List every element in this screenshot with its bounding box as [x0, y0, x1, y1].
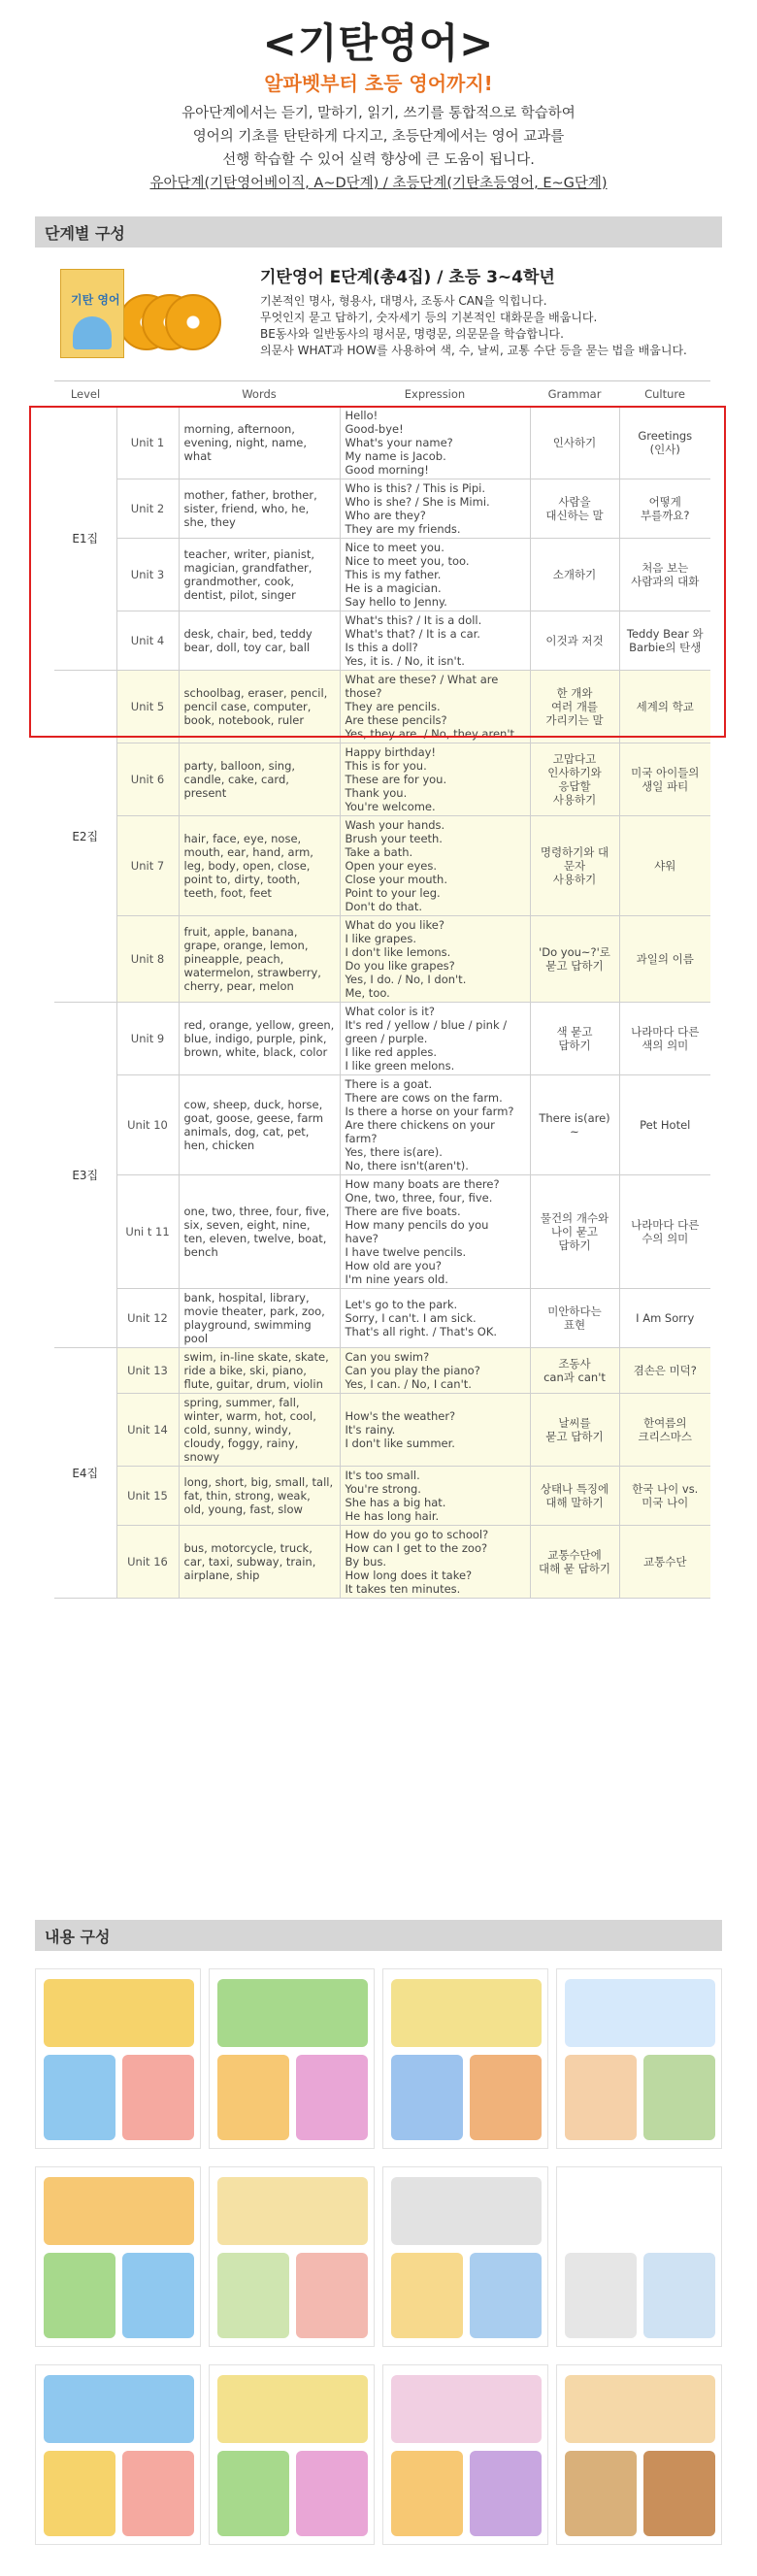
sample-page-image	[35, 2364, 201, 2545]
culture-cell: 교통수단	[619, 1526, 710, 1599]
expression-cell: How many boats are there? One, two, three, four, five. There are five boats. How many pencils do you have? I have twelve pencils. How old are you? I'm nine years old.	[340, 1175, 530, 1289]
unit-cell: Unit 10	[116, 1075, 179, 1175]
book-logo: 기탄 영어	[71, 293, 120, 307]
grammar-cell: 상태나 특징에 대해 말하기	[530, 1467, 619, 1526]
content-section	[35, 1920, 722, 2545]
header-words: Words	[179, 381, 340, 407]
intro-line: 영어의 기초를 탄탄하게 다지고, 초등단계에서는 영어 교과를	[192, 129, 565, 145]
intro-line: 선행 학습할 수 있어 실력 향상에 큰 도움이 됩니다.	[222, 152, 535, 168]
book-cover	[60, 269, 124, 358]
unit-cell: Unit 8	[116, 916, 179, 1003]
table-row	[54, 1175, 710, 1289]
words-cell: teacher, writer, pianist, magician, grandfather, grandmother, cook, dentist, pilot, singer	[179, 539, 340, 611]
culture-cell: Teddy Bear 와 Barbie의 탄생	[619, 611, 710, 671]
unit-cell: Unit 5	[116, 671, 179, 743]
expression-cell: Who is this? / This is Pipi. Who is she? / She is Mimi. Who are they? They are my friends.	[340, 479, 530, 539]
header-unit	[116, 381, 179, 407]
book-description	[260, 263, 687, 359]
words-cell: one, two, three, four, five, six, seven, eight, nine, ten, eleven, twelve, boat, bench	[179, 1175, 340, 1289]
grammar-cell: 소개하기	[530, 539, 619, 611]
unit-cell: Unit 16	[116, 1526, 179, 1599]
grammar-cell: 날씨를 묻고 답하기	[530, 1394, 619, 1467]
expression-cell: How's the weather? It's rainy. I don't like summer.	[340, 1394, 530, 1467]
expression-cell: Let's go to the park. Sorry, I can't. I am sick. That's all right. / That's OK.	[340, 1289, 530, 1348]
expression-cell: Can you swim? Can you play the piano? Yes, I can. / No, I can't.	[340, 1348, 530, 1394]
words-cell: red, orange, yellow, green, blue, indigo, purple, pink, brown, white, black, color	[179, 1003, 340, 1075]
grammar-cell: There is(are) ~	[530, 1075, 619, 1175]
sample-page-image	[382, 2166, 548, 2347]
grammar-cell: 인사하기	[530, 407, 619, 479]
level-cell: E1집	[54, 407, 116, 671]
table-row	[54, 1075, 710, 1175]
header-expression: Expression	[340, 381, 530, 407]
grammar-cell: 고맙다고 인사하기와 응답할 사용하기	[530, 743, 619, 816]
culture-cell: 세계의 학교	[619, 671, 710, 743]
table-row	[54, 816, 710, 916]
grammar-cell: 색 묻고 답하기	[530, 1003, 619, 1075]
page-samples-grid	[35, 1968, 722, 2545]
culture-cell: I Am Sorry	[619, 1289, 710, 1348]
words-cell: cow, sheep, duck, horse, goat, goose, geese, farm animals, dog, cat, pet, hen, chicken	[179, 1075, 340, 1175]
expression-cell: How do you go to school? How can I get to the zoo? By bus. How long does it take? It takes ten minutes.	[340, 1526, 530, 1599]
table-row	[54, 1289, 710, 1348]
culture-cell: Greetings (인사)	[619, 407, 710, 479]
book-line: 기본적인 명사, 형용사, 대명사, 조동사 CAN을 익힙니다.	[260, 294, 547, 308]
intro	[0, 102, 757, 195]
expression-cell: What's this? / It is a doll. What's that? / It is a car. Is this a doll? Yes, it is. / No, it isn't.	[340, 611, 530, 671]
book-line: BE동사와 일반동사의 평서문, 명령문, 의문문을 학습합니다.	[260, 327, 564, 341]
unit-cell: Unit 6	[116, 743, 179, 816]
section-header-levels: 단계별 구성	[35, 216, 722, 248]
header-culture: Culture	[619, 381, 710, 407]
grammar-cell: 'Do you~?'로 묻고 답하기	[530, 916, 619, 1003]
book-line: 무엇인지 묻고 답하기, 숫자세기 등의 기본적인 대화문을 배웁니다.	[260, 311, 598, 324]
cd-disc-icon	[165, 294, 221, 350]
words-cell: swim, in-line skate, skate, ride a bike, ski, piano, flute, guitar, drum, violin	[179, 1348, 340, 1394]
unit-cell: Unit 1	[116, 407, 179, 479]
grammar-cell: 명령하기와 대 문자 사용하기	[530, 816, 619, 916]
unit-cell: Uni t 11	[116, 1175, 179, 1289]
sample-page-image	[382, 1968, 548, 2149]
culture-cell: 샤워	[619, 816, 710, 916]
table-header-row	[54, 381, 710, 407]
words-cell: hair, face, eye, nose, mouth, ear, hand, arm, leg, body, open, close, point to, dirty, tooth, teeth, foot, feet	[179, 816, 340, 916]
grammar-cell: 한 개와 여러 개를 가리키는 말	[530, 671, 619, 743]
grammar-cell: 교통수단에 대해 묻 답하기	[530, 1526, 619, 1599]
culture-cell: 과일의 이름	[619, 916, 710, 1003]
grammar-cell: 사람을 대신하는 말	[530, 479, 619, 539]
culture-cell: 나라마다 다른 수의 의미	[619, 1175, 710, 1289]
grammar-cell: 물건의 개수와 나이 묻고 답하기	[530, 1175, 619, 1289]
words-cell: morning, afternoon, evening, night, name, what	[179, 407, 340, 479]
book-image	[60, 269, 223, 358]
words-cell: bank, hospital, library, movie theater, park, zoo, playground, swimming pool	[179, 1289, 340, 1348]
header-grammar: Grammar	[530, 381, 619, 407]
culture-cell: Pet Hotel	[619, 1075, 710, 1175]
unit-cell: Unit 12	[116, 1289, 179, 1348]
culture-cell: 어떻게 부를까요?	[619, 479, 710, 539]
level-cell: E2집	[54, 671, 116, 1003]
grammar-cell: 미안하다는 표현	[530, 1289, 619, 1348]
words-cell: mother, father, brother, sister, friend, who, he, she, they	[179, 479, 340, 539]
sample-page-image	[35, 1968, 201, 2149]
page-title: <기탄영어>	[262, 19, 495, 67]
level-cell: E3집	[54, 1003, 116, 1348]
table-row	[54, 671, 710, 743]
culture-cell: 한여름의 크리스마스	[619, 1394, 710, 1467]
book-info	[35, 255, 722, 381]
words-cell: bus, motorcycle, truck, car, taxi, subway, train, airplane, ship	[179, 1526, 340, 1599]
culture-cell: 처음 보는 사람과의 대화	[619, 539, 710, 611]
words-cell: party, balloon, sing, candle, cake, card, present	[179, 743, 340, 816]
grammar-cell: 조동사 can과 can't	[530, 1348, 619, 1394]
unit-cell: Unit 7	[116, 816, 179, 916]
table-row	[54, 479, 710, 539]
sample-page-image	[382, 2364, 548, 2545]
book-title: 기탄영어 E단계(총4집) / 초등 3~4학년	[260, 268, 555, 287]
expression-cell: What color is it? It's red / yellow / blue / pink / green / purple. I like red apples. I like green melons.	[340, 1003, 530, 1075]
table-row	[54, 916, 710, 1003]
table-row	[54, 407, 710, 479]
unit-cell: Unit 13	[116, 1348, 179, 1394]
sample-page-image	[556, 2166, 722, 2347]
kid-illustration	[73, 316, 112, 349]
expression-cell: Happy birthday! This is for you. These are for you. Thank you. You're welcome.	[340, 743, 530, 816]
table-row	[54, 1526, 710, 1599]
sample-page-image	[209, 1968, 375, 2149]
intro-stages: 유아단계(기탄영어베이직, A~D단계) / 초등단계(기탄초등영어, E~G단계)	[149, 176, 608, 191]
unit-cell: Unit 9	[116, 1003, 179, 1075]
unit-cell: Unit 4	[116, 611, 179, 671]
table-row	[54, 611, 710, 671]
subtitle: 알파벳부터 초등 영어까지!	[264, 72, 493, 95]
sample-page-image	[209, 2364, 375, 2545]
table-row	[54, 1348, 710, 1394]
unit-cell: Unit 2	[116, 479, 179, 539]
culture-cell: 겸손은 미덕?	[619, 1348, 710, 1394]
words-cell: desk, chair, bed, teddy bear, doll, toy car, ball	[179, 611, 340, 671]
culture-cell: 나라마다 다른 색의 의미	[619, 1003, 710, 1075]
expression-cell: It's too small. You're strong. She has a big hat. He has long hair.	[340, 1467, 530, 1526]
words-cell: fruit, apple, banana, grape, orange, lemon, pineapple, peach, watermelon, strawberry, cherry, pear, melon	[179, 916, 340, 1003]
sample-page-image	[209, 2166, 375, 2347]
header-level: Level	[54, 381, 116, 407]
expression-cell: What do you like? I like grapes. I don't like lemons. Do you like grapes? Yes, I do. / No, I don't. Me, too.	[340, 916, 530, 1003]
book-line: 의문사 WHAT과 HOW를 사용하여 색, 수, 날씨, 교통 수단 등을 묻는 법을 배웁니다.	[260, 344, 687, 357]
table-row	[54, 743, 710, 816]
table-row	[54, 1003, 710, 1075]
words-cell: long, short, big, small, tall, fat, thin, strong, weak, old, young, fast, slow	[179, 1467, 340, 1526]
unit-cell: Unit 3	[116, 539, 179, 611]
sample-page-image	[35, 2166, 201, 2347]
table-row	[54, 1394, 710, 1467]
unit-cell: Unit 15	[116, 1467, 179, 1526]
level-table	[54, 380, 710, 1599]
table-row	[54, 539, 710, 611]
sample-page-image	[556, 2364, 722, 2545]
culture-cell: 한국 나이 vs. 미국 나이	[619, 1467, 710, 1526]
unit-cell: Unit 14	[116, 1394, 179, 1467]
words-cell: spring, summer, fall, winter, warm, hot, cool, cold, sunny, windy, cloudy, foggy, rainy, snowy	[179, 1394, 340, 1467]
culture-cell: 미국 아이들의 생일 파티	[619, 743, 710, 816]
expression-cell: What are these? / What are those? They are pencils. Are these pencils? Yes, they are. / No, they aren't.	[340, 671, 530, 743]
intro-line: 유아단계에서는 듣기, 말하기, 읽기, 쓰기를 통합적으로 학습하여	[181, 106, 576, 121]
expression-cell: Hello! Good-bye! What's your name? My name is Jacob. Good morning!	[340, 407, 530, 479]
expression-cell: There is a goat. There are cows on the farm. Is there a horse on your farm? Are there chickens on your farm? Yes, there is(are). No, there isn't(aren't).	[340, 1075, 530, 1175]
expression-cell: Nice to meet you. Nice to meet you, too. This is my father. He is a magician. Say hello to Jenny.	[340, 539, 530, 611]
expression-cell: Wash your hands. Brush your teeth. Take a bath. Open your eyes. Close your mouth. Point to your leg. Don't do that.	[340, 816, 530, 916]
table-row	[54, 1467, 710, 1526]
section-header-content: 내용 구성	[35, 1920, 722, 1951]
level-cell: E4집	[54, 1348, 116, 1599]
grammar-cell: 이것과 저것	[530, 611, 619, 671]
words-cell: schoolbag, eraser, pencil, pencil case, computer, book, notebook, ruler	[179, 671, 340, 743]
sample-page-image	[556, 1968, 722, 2149]
